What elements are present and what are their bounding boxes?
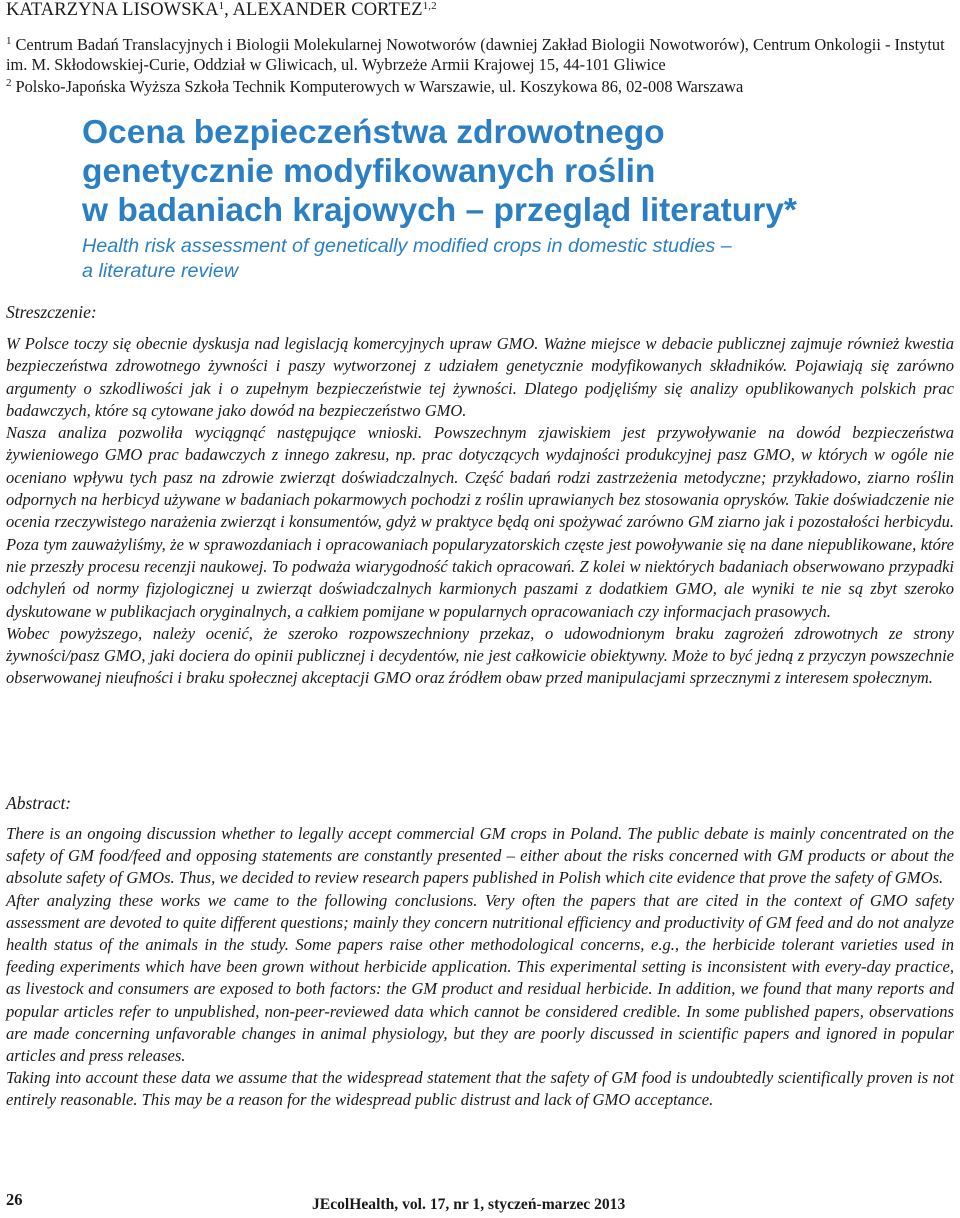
paragraph: Nasza analiza pozwoliła wyciągnąć następujące wnioski. Powszechnym zjawiskiem jest przywoływanie na dowód bezpieczeństwa żywieniowego GMO prac badawczych z innego zakresu, np. prac dotyczących wydajności produkcyjnej pasz GMO, w których w ogóle nie oceniano wpływu tych pasz na zdrowie zwierząt doświadczalnych. Część badań rodzi zastrzeżenia metodyczne; przykładowo, ziarno roślin odpornych na herbicyd używane w badaniach pokarmowych pochodzi z roślin uprawianych bez stosowania oprysków. Takie doświadczenie nie ocenia rzeczywistego narażenia zwierząt i konsumentów, gdyż w praktyce będą oni spożywać zarówno GM ziarno jak i pozostałości herbicydu. Poza tym zauważyliśmy, że w sprawozdaniach i opracowaniach popularyzatorskich częste jest powoływanie się na dane niepublikowane, które nie przeszły procesu recenzji naukowej. To podważa wiarygodność takich opracowań. Z kolei w niektórych badaniach obserwowano przypadki odchyleń od normy fizjologicznej u zwierząt doświadczalnych karmionych paszami z dodatkiem GMO, ale wyniki te nie są zbyt szeroko dyskutowane w publikacjach oryginalnych, a całkiem pomijane w popularnych opracowaniach czy informacjach prasowych. <box>6 423 954 621</box>
affiliation-text: Centrum Badań Translacyjnych i Biologii Molekularnej Nowotworów (dawniej Zakład Biologii Nowotworów), Centrum Onkologii - Instytut im. M. Skłodowskiej-Curie, Oddział w Gliwicach, ul. Wybrzeże Armii Krajowej 15, 44-101 Gliwice <box>6 35 945 74</box>
paragraph: Wobec powyższego, należy ocenić, że szeroko rozpowszechniony przekaz, o udowodnionym braku zagrożeń zdrowotnych ze strony żywności/pasz GMO, jaki dociera do opinii publicznej i decydentów, nie jest całkowicie obiektywny. Może to być jedną z przyczyn powszechnie obserwowanej nieufności i braku społecznej akceptacji GMO oraz źródłem obaw przed manipulacjami sprzecznymi z interesem społecznym. <box>6 623 954 688</box>
author-affiliation-sup: 1,2 <box>422 0 437 12</box>
paragraph: Taking into account these data we assume that the widespread statement that the safety of GM food is undoubtedly scientifically proven is not entirely reasonable. This may be a reason for the widespread public distrust and lack of GMO acceptance. <box>6 1068 954 1110</box>
abstract-label: Abstract: <box>6 793 72 813</box>
title-line: w badaniach krajowych – przegląd literatury* <box>82 192 797 229</box>
paragraph: W Polsce toczy się obecnie dyskusja nad legislacją komercyjnych upraw GMO. Ważne miejsce w debacie publicznej zajmuje również kwestia bezpieczeństwa zdrowotnego żywności i paszy wytworzonej z udziałem genetycznie modyfikowanych składników. Pojawiają się zarówno argumenty o szkodliwości jak i o zupełnym bezpieczeństwie tej żywności. Dlatego podjęliśmy się analizy opublikowanych polskich prac badawczych, które są cytowane jako dowód na bezpieczeństwo GMO. <box>6 334 954 420</box>
author-name: , ALEXANDER CORTEZ <box>224 0 423 20</box>
abstract-body <box>6 823 954 1112</box>
authors-line <box>6 0 437 21</box>
english-title <box>82 234 942 284</box>
affiliation-number: 2 <box>6 77 12 89</box>
affiliation-1 <box>6 31 946 75</box>
english-title-line: a literature review <box>82 260 239 282</box>
paragraph: There is an ongoing discussion whether to legally accept commercial GM crops in Poland. The public debate is mainly concentrated on the safety of GM food/feed and opposing statements are constantly presented – either about the risks concerned with GM products or about the absolute safety of GMOs. Thus, we decided to review research papers published in Polish which cite evidence that prove the safety of GMOs. <box>6 824 954 888</box>
author-name: KATARZYNA LISOWSKA <box>6 0 219 20</box>
affiliation-2 <box>6 73 956 97</box>
title-line: genetycznie modyfikowanych roślin <box>82 153 656 190</box>
article-title <box>82 113 942 230</box>
affiliation-number: 1 <box>6 35 12 47</box>
streszczenie-body <box>6 333 954 690</box>
streszczenie-label: Streszczenie: <box>6 302 97 322</box>
author-affiliation-sup: 1 <box>218 0 225 12</box>
page-number: 26 <box>6 1190 23 1209</box>
english-title-line: Health risk assessment of genetically modified crops in domestic studies – <box>82 235 732 257</box>
title-line: Ocena bezpieczeństwa zdrowotnego <box>82 114 665 151</box>
paragraph: After analyzing these works we came to the following conclusions. Very often the papers that are cited in the context of GMO safety assessment are devoted to quite different questions; mainly they concern nutritional efficiency and productivity of GM feed and do not analyze health status of the animals in the study. Some papers raise other methodological concerns, e.g., the herbicide tolerant varieties used in feeding experiments which have been grown without herbicide application. This experimental setting is inconsistent with every-day practice, as livestock and consumers are exposed to both factors: the GM product and residual herbicide. In addition, we found that many reports and popular articles refer to unpublished, non-peer-reviewed data which cannot be considered credible. In some published papers, observations are made concerning unfavorable changes in animal physiology, but they are poorly discussed in scientific papers and ignored in popular articles and press releases. <box>6 890 954 1066</box>
journal-citation: JEcolHealth, vol. 17, nr 1, styczeń-marzec 2013 <box>312 1196 626 1213</box>
affiliation-text: Polsko-Japońska Wyższa Szkoła Technik Komputerowych w Warszawie, ul. Koszykowa 86, 02-008 Warszawa <box>15 77 744 96</box>
